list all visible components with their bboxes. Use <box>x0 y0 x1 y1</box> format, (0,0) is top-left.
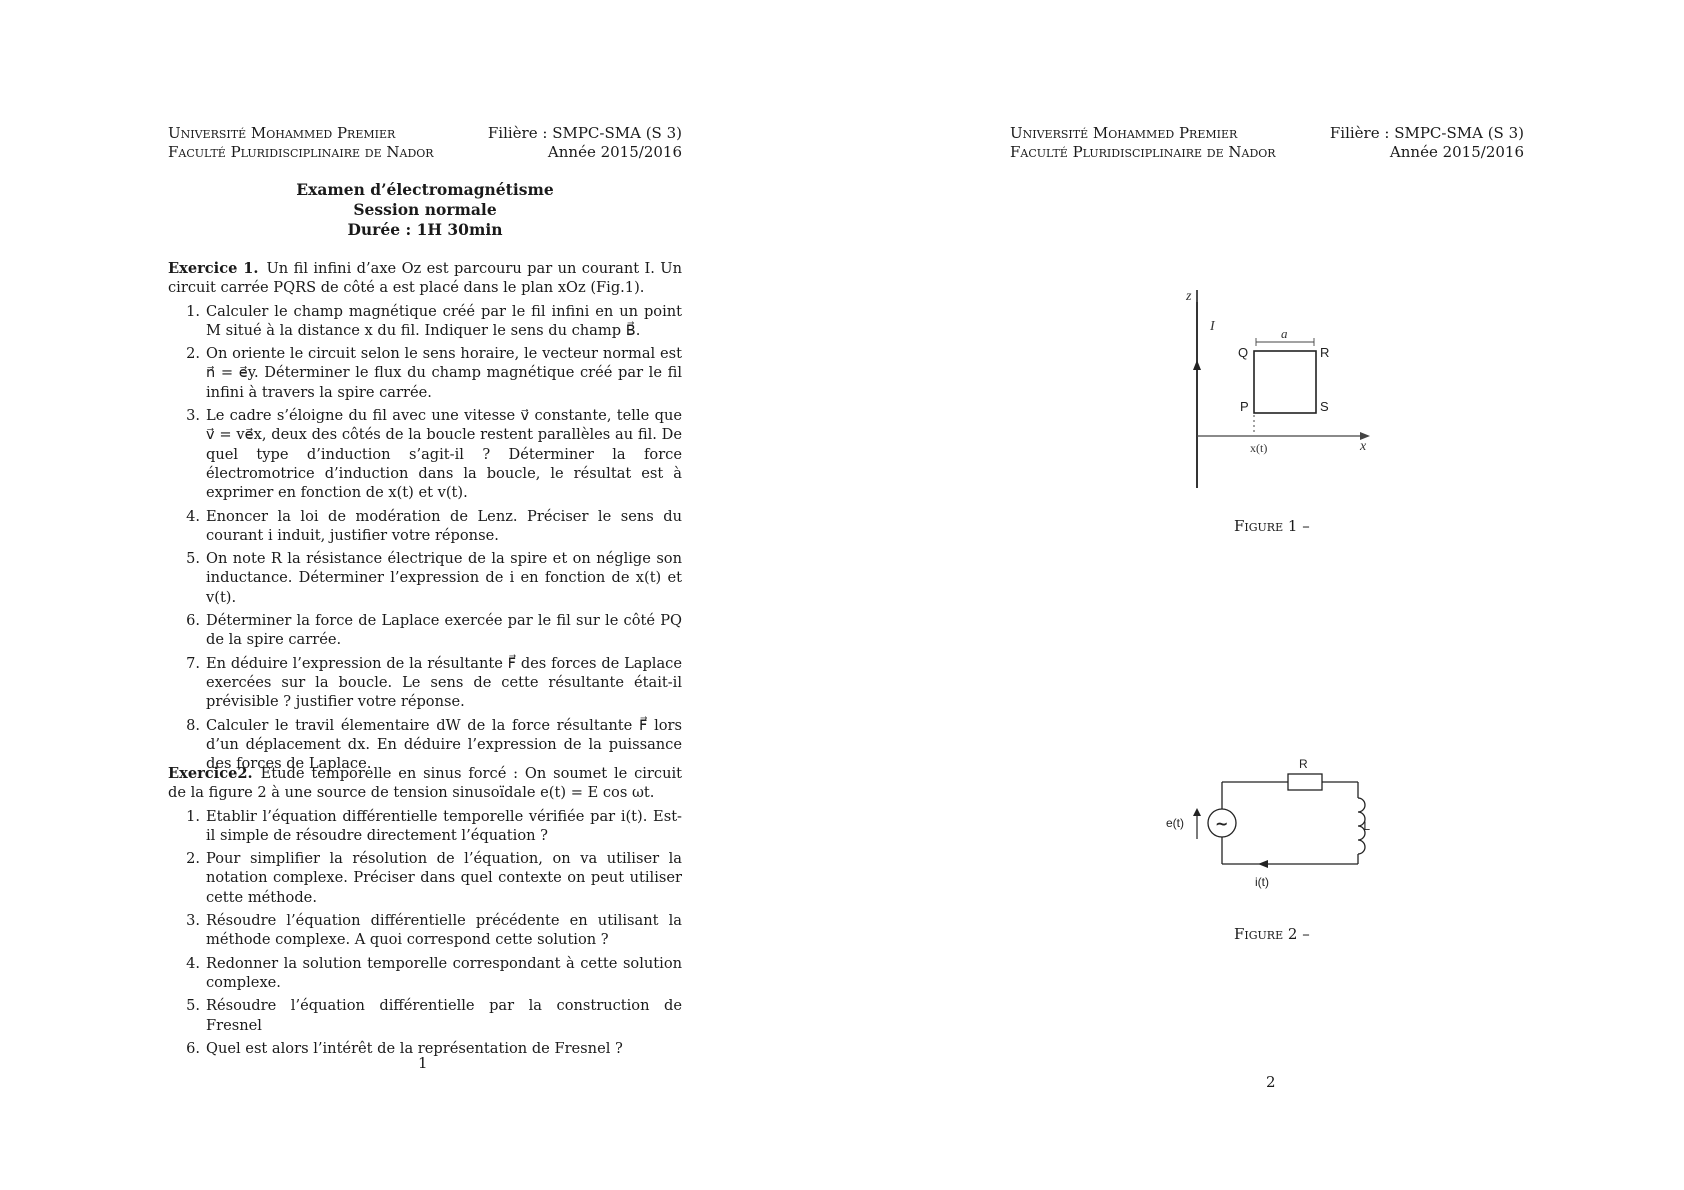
exercise-2-intro-text: Etude temporelle en sinus forcé : On soumet le circuit de la figure 2 à une source de tension sinusoïdale e(t) = E cos ωt. <box>168 765 682 802</box>
corner-p-label: P <box>1240 399 1249 414</box>
exercise-2-question <box>168 807 682 846</box>
question-number: 2. <box>186 850 200 868</box>
side-label: a <box>1281 326 1288 341</box>
figure-2-caption: Figure 2 – <box>1234 925 1310 943</box>
exercise-2-question <box>168 996 682 1035</box>
question-number: 2. <box>186 345 200 363</box>
question-text: Calculer le travil élementaire dW de la force résultante F⃗ lors d’un déplacement dx. En déduire l’expression de la puissance des forces de Laplace. <box>206 716 682 773</box>
exercise-2-questions <box>168 807 682 1059</box>
z-axis-label: z <box>1186 290 1192 304</box>
exercise-1-intro-text: Un fil infini d’axe Oz est parcouru par un courant I. Un circuit carrée PQRS de côté a est placé dans le plan xOz (Fig.1). <box>168 260 682 297</box>
question-text: On oriente le circuit selon le sens horaire, le vecteur normal est n⃗ = e⃗y. Déterminer le flux du champ magnétique créé par le fil infini à travers la spire carrée. <box>206 345 682 401</box>
filiere-2: Filière : SMPC-SMA (S 3) <box>1329 124 1524 142</box>
exercise-2 <box>168 764 682 1062</box>
question-number: 8. <box>186 716 200 734</box>
question-text: Etablir l’équation différentielle temporelle vérifiée par i(t). Est-il simple de résoudre directement l’équation ? <box>206 807 682 844</box>
question-text: Redonner la solution temporelle correspondant à cette solution complexe. <box>206 954 682 991</box>
corner-s-label: S <box>1320 399 1329 414</box>
exercise-1-label: Exercice 1. <box>168 260 259 277</box>
title-line-2: Session normale <box>353 200 497 219</box>
university-name: Université Mohammed Premier <box>168 124 396 142</box>
exercise-2-label: Exercice2. <box>168 765 253 782</box>
resistor-label: R <box>1299 757 1308 771</box>
exercise-1-question <box>168 302 682 341</box>
x-axis-label: x <box>1360 439 1367 454</box>
question-number: 3. <box>186 912 200 930</box>
corner-r-label: R <box>1320 345 1330 360</box>
question-text: Le cadre s’éloigne du fil avec une vitesse v⃗ constante, telle que v⃗ = ve⃗x, deux des côtés de la boucle restent parallèles au fil. De quel type d’induction s’agit-il ? Déterminer la force électromotrice d’induction dans la boucle, le résultat est à exprimer en fonction de x(t) et v(t). <box>206 407 682 502</box>
exercise-1-question <box>168 654 682 712</box>
resistor-symbol <box>1288 774 1322 790</box>
question-text: On note R la résistance électrique de la spire et on néglige son inductance. Déterminer l’expression de i en fonction de x(t) et v(t). <box>206 550 682 606</box>
current-direction-icon <box>1258 860 1268 868</box>
question-text: Quel est alors l’intérêt de la représentation de Fresnel ? <box>206 1039 623 1057</box>
page-number-2: 2 <box>1266 1073 1276 1091</box>
exercise-1-question <box>168 406 682 502</box>
page-2 <box>842 0 1684 1190</box>
figure-1-caption: Figure 1 – <box>1234 517 1310 535</box>
question-number: 3. <box>186 407 200 425</box>
title-line-1: Examen d’électromagnétisme <box>296 180 554 199</box>
current-label: I <box>1210 319 1215 334</box>
page-header-2 <box>1010 124 1524 162</box>
question-number: 6. <box>186 1039 200 1057</box>
exercise-2-question <box>168 849 682 907</box>
exercise-1-question <box>168 611 682 650</box>
question-number: 4. <box>186 954 200 972</box>
question-number: 1. <box>186 807 200 825</box>
inductor-label: L <box>1363 819 1370 833</box>
question-text: Déterminer la force de Laplace exercée par le fil sur le côté PQ de la spire carrée. <box>206 612 682 649</box>
exercise-2-question <box>168 911 682 950</box>
exercise-1-intro <box>168 259 682 298</box>
exercise-1-questions <box>168 302 682 774</box>
question-number: 4. <box>186 507 200 525</box>
question-text: En déduire l’expression de la résultante F⃗ des forces de Laplace exercées sur la boucle. Le sens de cette résultante était-il prévisible ? justifier votre réponse. <box>206 654 682 711</box>
current-label-2: i(t) <box>1255 875 1269 889</box>
exercise-2-question <box>168 954 682 993</box>
question-number: 1. <box>186 302 200 320</box>
page-number-1: 1 <box>418 1054 428 1072</box>
corner-q-label: Q <box>1238 345 1249 360</box>
faculty-name: Faculté Pluridisciplinaire de Nador <box>168 143 434 161</box>
source-symbol: ~ <box>1215 814 1229 833</box>
exercise-1-question <box>168 507 682 546</box>
exercise-1-question <box>168 344 682 402</box>
page-header <box>168 124 682 162</box>
figure-2-circuit <box>1160 746 1370 896</box>
question-number: 5. <box>186 550 200 568</box>
question-number: 6. <box>186 612 200 630</box>
question-text: Pour simplifier la résolution de l’équation, on va utiliser la notation complexe. Préciser dans quel contexte on peut utiliser cette méthode. <box>206 850 682 906</box>
question-number: 7. <box>186 654 200 672</box>
filiere: Filière : SMPC-SMA (S 3) <box>487 124 682 142</box>
academic-year: Année 2015/2016 <box>547 143 682 161</box>
square-loop <box>1254 351 1316 413</box>
question-text: Enoncer la loi de modération de Lenz. Préciser le sens du courant i induit, justifier votre réponse. <box>206 507 682 544</box>
figure-1-diagram <box>1162 290 1382 490</box>
university-name-2: Université Mohammed Premier <box>1010 124 1238 142</box>
question-text: Résoudre l’équation différentielle précédente en utilisant la méthode complexe. A quoi correspond cette solution ? <box>206 912 682 949</box>
voltage-arrow-icon <box>1193 808 1201 816</box>
question-text: Calculer le champ magnétique créé par le fil infini en un point M situé à la distance x du fil. Indiquer le sens du champ B⃗. <box>206 302 682 339</box>
title-line-3: Durée : 1H 30min <box>347 220 503 239</box>
faculty-name-2: Faculté Pluridisciplinaire de Nador <box>1010 143 1276 161</box>
exam-title <box>168 180 682 240</box>
distance-label: x(t) <box>1250 441 1268 455</box>
exercise-1-question <box>168 549 682 607</box>
question-text: Résoudre l’équation différentielle par la construction de Fresnel <box>206 997 682 1034</box>
current-arrow-icon <box>1193 360 1201 370</box>
academic-year-2: Année 2015/2016 <box>1389 143 1524 161</box>
source-label: e(t) <box>1166 816 1184 830</box>
exercise-2-intro <box>168 764 682 803</box>
exercise-1 <box>168 259 682 777</box>
question-number: 5. <box>186 997 200 1015</box>
